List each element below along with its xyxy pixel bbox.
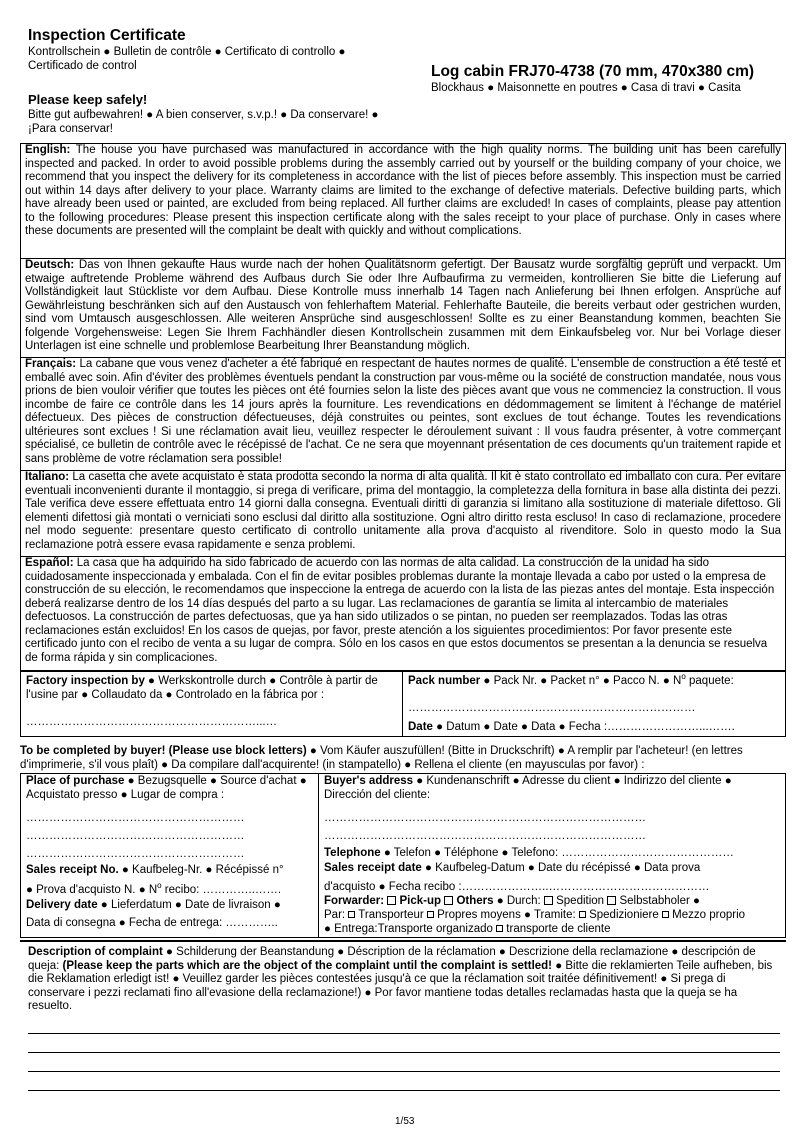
page-title: Inspection Certificate: [28, 27, 186, 44]
pack-number-field[interactable]: …………………………………………………………………: [408, 702, 696, 714]
mezzo-proprio-checkbox[interactable]: [662, 911, 669, 918]
complaint-line-3[interactable]: [28, 1071, 780, 1072]
delivery-date-line2: Data di consegna ● Fecha de entrega: …………..: [26, 917, 278, 929]
place-of-purchase-field-1[interactable]: …………………………………………………: [26, 812, 245, 824]
buyer-box: [20, 773, 786, 938]
section-italiano-text: Italiano: La casetta che avete acquistato è stata prodotta secondo la norma di alta qualità. Il kit è stato controllato ed imballato con cura. Per evitare eventuali inconvenienti durante il montaggio, si prega di verificare, prima del montaggio, la completezza della fornitura in base alla distinta dei pezzi. Tale verifica deve essere effettuata entro 14 giorni dalla consegna. Eventuali diritti di garanzia si limitano alla sostituzione di materiale difettoso. Gli elementi difettosi già montati o verniciati sono esclusi dal diritto alla sostituzione. Ogni altro diritto resta escluso! In caso di reclamazione, procedere nel modo seguente: presentare questo certificato di controllo unitamente alla prova d'acquisto al rivenditore. Solo in questo modo la Sua reclamazione potrà essere evasa rapidamente e senza problemi.: [25, 471, 781, 551]
delivery-date-label: Delivery date ● Lieferdatum ● Date de livraison ●: [26, 899, 281, 911]
divider: [318, 774, 319, 937]
date-field[interactable]: ……………………...…….: [607, 721, 735, 733]
sales-receipt-date-field[interactable]: …………………..……………………………………: [461, 881, 710, 893]
complaint-line-2[interactable]: [28, 1052, 780, 1053]
keep-safely-title: Please keep safely!: [28, 92, 148, 107]
keep-safely-translations: Bitte gut aufbewahren! ● A bien conserver, s.v.p.! ● Da conservare! ● ¡Para conservar!: [28, 109, 379, 135]
section-english-text: English: The house you have purchased was manufactured in accordance with the high quality norms. The building unit has been carefully inspected and packed. In order to avoid possible problems during the assembly carried out by yourself or the building company of your choice, we recommend that you inspect the delivery for its completeness in accordance with the list of pieces before assembly. This inspection must be carried out within 14 days after delivery to your place. Warranty claims are limited to the exchange of defective materials. Defective building parts, which have already been used or painted, are excluded from being replaced. All further claims are excluded! In cases of complaints, please pay attention to the following procedures: Please present this inspection certificate along with the sales receipt to your place of purchase. Only in cases where these documents are presented will the complaint be dealt with quickly and without complications.: [25, 144, 781, 237]
place-of-purchase-field-3[interactable]: …………………………………………………: [26, 848, 245, 860]
section-francais-text: Français: La cabane que vous venez d'acheter a été fabriqué en respectant de hautes normes de qualité. L'ensemble de construction a été testé et emballé avec soin. Afin d'éviter des problèmes éventuels pendant la construction par vous-même ou la société de construction mandatée, nous vous prions de bien vouloir vérifier que toutes les pièces ont été fournies selon la liste des pièces avant que vous ne commenciez la construction. Il vous incombe de faire ce contrôle dans les 14 jours après la fourniture. Les revendications en dédommagement se limitent à l'échange de matériel défectueux. Des pièces de construction défectueuses, déjà construites ou peintes, sont exclues de tout échange. Toutes les revendications ultérieures sont exclues ! Si une réclamation avait lieu, veuillez respecter le déroulement suivant : Il vous faudra présenter, à votre commerçant spécialisé, ce bulletin de contrôle avec le récépissé de l'achat. Ce ne sera que moyennant présentation de ces documents qu'un traitement rapide et sans problème de votre réclamation sera possible!: [25, 358, 781, 465]
complaint-line-1[interactable]: [28, 1033, 780, 1034]
pack-number-label: Pack number ● Pack Nr. ● Packet n° ● Pacco N. ● $N^o$ paquete:: [408, 672, 734, 687]
sales-receipt-no-line2: ● Prova d'acquisto N. ● $N^o$ recibo: …………..…….: [26, 881, 282, 896]
title-translations: Kontrollschein ● Bulletin de contrôle ● Certificato di controllo ● Certificado de control: [28, 46, 346, 72]
forwarder-line-2: Par: Transporteur Propres moyens ● Tramite: Spedizioniere Mezzo proprio: [324, 909, 746, 921]
delivery-date-field[interactable]: …………..: [225, 917, 278, 929]
selbstabholer-checkbox[interactable]: [607, 896, 616, 905]
product-translations: Blockhaus ● Maisonnette en poutres ● Casa di travi ● Casita: [431, 82, 741, 94]
conditions-panel: [20, 143, 786, 671]
forwarder-line-1: Forwarder: Pick-up Others ● Durch: Spedition Selbstabholer ●: [324, 895, 700, 907]
section-espanol-text: Español: La casa que ha adquirido ha sido fabricado de acuerdo con las normas de alta calidad. La construcción de la unidad ha sido cuidadosamente inspeccionada y embalada. Con el fin de evitar posibles problemas durante la montaje llevada a cabo por usted o la empresa de construcción de su elección, le recomendamos que inspeccione la entrega de acuerdo con la lista de las piezas antes del montaje. Esta inspección deberá realizarse dentro de los 14 días después del parto a su lugar. Las reclamaciones de garantía se limita al intercambio de materiales defectuosos. La construcción de partes defectuosas, que ya han sido utilizados o se pintan, no pueden ser reemplazados. Todas las otras reclamaciones están excluidos! En los casos de quejas, por favor, preste atención a los siguientes procedimientos: Por favor presente este certificado junto con el recibo de venta a su lugar de compra. Sólo en los casos en que estos documentos se presentan a la denuncia se resuelva de forma rápida y sin complicaciones.: [25, 557, 775, 664]
spedizioniere-checkbox[interactable]: [579, 911, 586, 918]
complaint-line-4[interactable]: [28, 1090, 780, 1091]
place-of-purchase-label: Place of purchase ● Bezugsquelle ● Source d'achat ● Acquistato presso ● Lugar de compra :: [26, 775, 307, 801]
place-of-purchase-field-2[interactable]: …………………………………………………: [26, 830, 245, 842]
product-title: Log cabin FRJ70-4738 (70 mm, 470x380 cm): [431, 63, 755, 80]
telephone-label: Telephone ● Telefon ● Téléphone ● Telefono: ………………………………………: [324, 847, 734, 859]
telephone-field[interactable]: ………………………………………: [561, 847, 734, 859]
buyer-address-field-2[interactable]: …………………………………………………………………………: [324, 830, 646, 842]
sales-receipt-no-field[interactable]: …………..…….: [202, 884, 282, 896]
page-number: 1/53: [395, 1116, 415, 1127]
pick-up-checkbox[interactable]: [387, 896, 396, 905]
sales-receipt-no-label: Sales receipt No. ● Kaufbeleg-Nr. ● Récépissé n°: [26, 864, 284, 876]
spedition-checkbox[interactable]: [544, 896, 553, 905]
factory-inspection-field[interactable]: ……………………………………………………...…: [26, 716, 278, 728]
date-label: Date ● Datum ● Date ● Data ● Fecha :……………………...…….: [408, 721, 735, 733]
divider: [402, 672, 403, 736]
buyer-address-field-1[interactable]: …………………………………………………………………………: [324, 812, 646, 824]
section-deutsch-text: Deutsch: Das von Ihnen gekaufte Haus wurde nach der hohen Qualitätsnorm gefertigt. Der Bausatz wurde sorgfältig geprüft und verpackt. Um etwaige auftretende Probleme während des Aufbaus durch Sie oder Ihre Aufbaufirma zu vermeiden, kontrollieren Sie bitte die Lieferung auf Vollständigkeit laut Stückliste vor dem Aufbau. Diese Kontrolle muss innerhalb 14 Tagen nach Anlieferung bei Ihnen erfolgen. Ansprüche auf Gewährleistung beschränken sich auf den Austausch von fehlerhaftem Material. Fehlerhafte Bauteile, die bereits verbaut oder gestrichen wurden, sind vom Umtausch ausgeschlossen. Alle weiteren Ansprüche sind ausgeschlossen! Sollte es zu einer Beanstandung kommen, beachten Sie folgende Vorgehensweise: Legen Sie Ihrem Fachhändler diesen Kontrollschein zusammen mit dem Einkaufsbeleg vor. Nur bei Vorlage dieser Unterlagen ist eine schnelle und problemlose Bearbeitung Ihrer Beanstandung möglich.: [25, 259, 781, 352]
complaint-divider: [20, 940, 786, 942]
buyer-address-label: Buyer's address ● Kundenanschrift ● Adresse du client ● Indirizzo del cliente ● Dirección del cliente:: [324, 775, 732, 801]
forwarder-line-3: ● Entrega:Transporte organizado transporte de cliente: [324, 923, 611, 935]
factory-inspection-box: [20, 671, 786, 737]
others-checkbox[interactable]: [444, 896, 453, 905]
factory-inspection-label: Factory inspection by ● Werkskontrolle durch ● Contrôle à partir de l'usine par ● Collaudato da ● Controlado en la fábrica por :: [26, 675, 378, 701]
propres-moyens-checkbox[interactable]: [427, 911, 434, 918]
buyer-intro: To be completed by buyer! (Please use block letters) ● Vom Käufer auszufüllen! (Bitte in Druckschrift) ● A remplir par l'acheteur! (en lettres d'imprimerie, s'il vous plaît) ● Da compilare dall'acquirente! (in stampatello) ● Rellena el cliente (en mayusculas por favor) :: [20, 745, 743, 771]
complaint-description: Description of complaint ● Schilderung der Beanstandung ● Déscription de la réclamation ● Descrizione della reclamazione ● descripción de queja: (Please keep the parts which are the object of the complaint until the complaint is settled! ● Bitte die reklamierten Teile aufheben, bis die Reklamation erledigt ist! ● Veuillez garder les pièces contestées jusqu'à ce que la réclamation soit traitée définitivement! ● Si prega di conservare i pezzi reclamati fino all'evasione della reclamazione!) ● Por favor mantiene todas detalles reclamadas hasta que la queja se ha resuelto.: [28, 946, 773, 1012]
sales-receipt-date-line2: d'acquisto ● Fecha recibo :…………………..……………………………………: [324, 881, 710, 893]
sales-receipt-date-label: Sales receipt date ● Kaufbeleg-Datum ● Date du récépissé ● Data prova: [324, 862, 701, 874]
